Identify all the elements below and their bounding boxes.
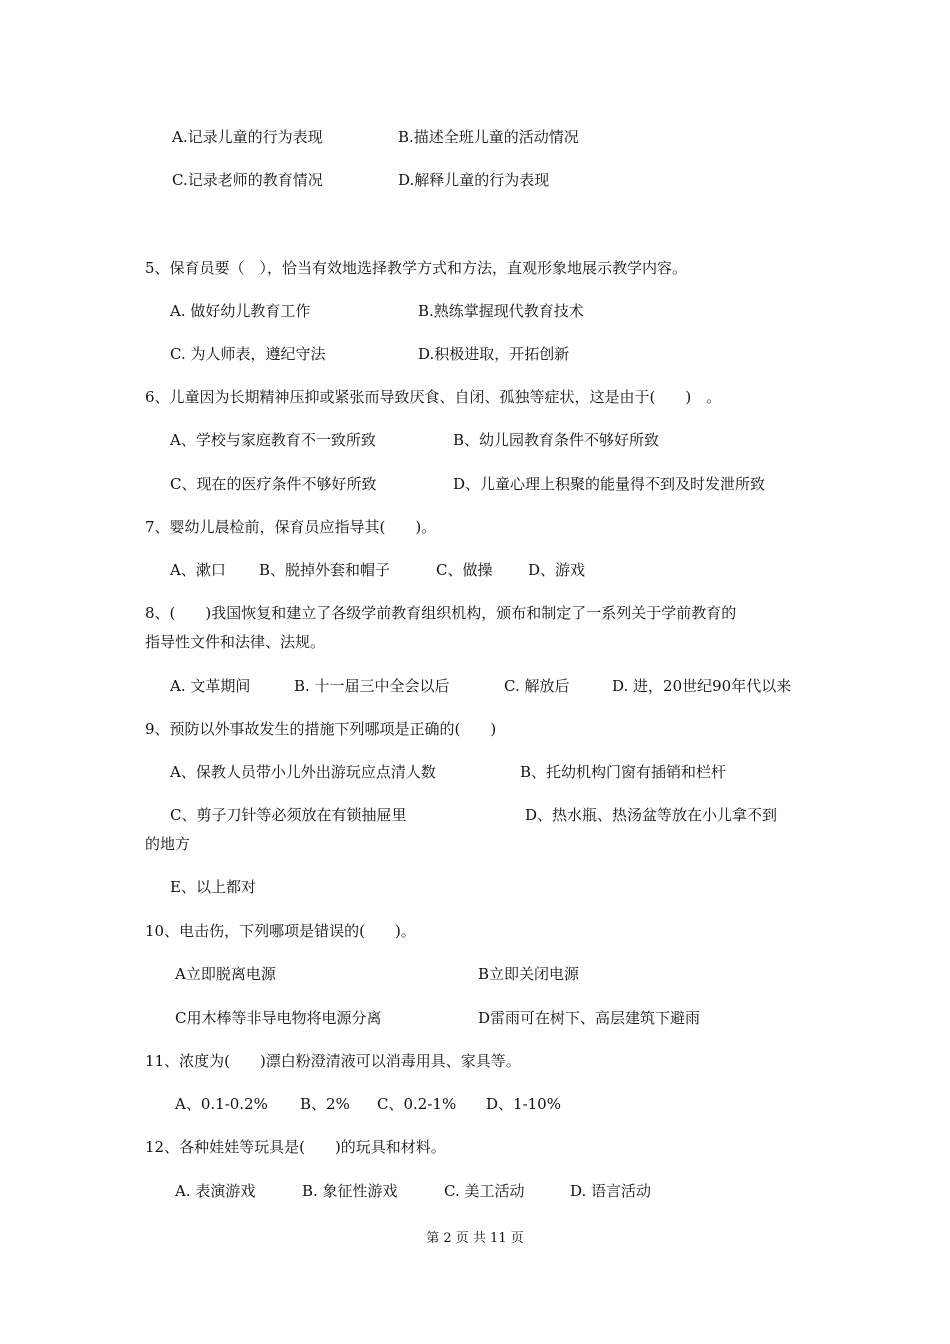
q11-stem: 11、浓度为( )漂白粉澄清液可以消毒用具、家具等。 [145, 1052, 521, 1070]
q9-option-e: E、以上都对 [170, 878, 256, 896]
q6-option-b: B、幼儿园教育条件不够好所致 [453, 431, 660, 449]
q7-stem: 7、婴幼儿晨检前，保育员应指导其( )。 [145, 518, 437, 536]
q11-option-a: A、0.1-0.2% [175, 1095, 268, 1113]
q8-stem-line2: 指导性文件和法律、法规。 [145, 633, 326, 651]
q9-option-d-line1: D、热水瓶、热汤盆等放在小儿拿不到 [525, 806, 778, 824]
q11-option-b: B、2% [300, 1095, 350, 1113]
q6-option-a: A、学校与家庭教育不一致所致 [170, 431, 376, 449]
q8-option-b: B. 十一届三中全会以后 [294, 677, 450, 695]
q10-option-a: A立即脱离电源 [175, 965, 276, 983]
q11-option-c: C、0.2-1% [377, 1095, 457, 1113]
q12-option-a: A. 表演游戏 [175, 1182, 256, 1200]
q7-option-d: D、游戏 [528, 561, 586, 579]
q4-option-d: D.解释儿童的行为表现 [398, 171, 550, 189]
q4-option-a: A.记录儿童的行为表现 [172, 128, 323, 146]
q12-option-b: B. 象征性游戏 [302, 1182, 398, 1200]
q11-option-d: D、1-10% [486, 1095, 561, 1113]
q4-option-b: B.描述全班儿童的活动情况 [398, 128, 579, 146]
q7-option-b: B、脱掉外套和帽子 [259, 561, 391, 579]
q10-stem: 10、电击伤，下列哪项是错误的( )。 [145, 922, 416, 940]
q8-option-c: C. 解放后 [504, 677, 570, 695]
q6-option-c: C、现在的医疗条件不够好所致 [170, 475, 377, 493]
q12-option-d: D. 语言活动 [570, 1182, 652, 1200]
q5-option-a: A. 做好幼儿教育工作 [170, 302, 311, 320]
q10-option-d: D雷雨可在树下、高层建筑下避雨 [478, 1009, 701, 1027]
q6-option-d: D、儿童心理上积聚的能量得不到及时发泄所致 [453, 475, 766, 493]
q9-option-d-line2: 的地方 [145, 835, 191, 853]
q9-option-b: B、托幼机构门窗有插销和栏杆 [520, 763, 727, 781]
q9-stem: 9、预防以外事故发生的措施下列哪项是正确的( ) [145, 720, 497, 738]
q10-option-c: C用木棒等非导电物将电源分离 [175, 1009, 382, 1027]
q5-option-d: D.积极进取，开拓创新 [418, 345, 570, 363]
q12-stem: 12、各种娃娃等玩具是( )的玩具和材料。 [145, 1138, 446, 1156]
q4-option-c: C.记录老师的教育情况 [172, 171, 323, 189]
q8-option-a: A. 文革期间 [170, 677, 251, 695]
q9-option-a: A、保教人员带小儿外出游玩应点清人数 [170, 763, 436, 781]
q6-stem: 6、儿童因为长期精神压抑或紧张而导致厌食、自闭、孤独等症状，这是由于( ) 。 [145, 388, 722, 406]
q8-stem-line1: 8、( )我国恢复和建立了各级学前教育组织机构，颁布和制定了一系列关于学前教育的 [145, 604, 737, 622]
q10-option-b: B立即关闭电源 [478, 965, 580, 983]
q8-option-d: D. 进，20世纪90年代以来 [612, 677, 792, 695]
q5-option-b: B.熟练掌握现代教育技术 [418, 302, 584, 320]
q12-option-c: C. 美工活动 [444, 1182, 525, 1200]
q7-option-c: C、做操 [436, 561, 493, 579]
q7-option-a: A、漱口 [170, 561, 226, 579]
page-number: 第 2 页 共 11 页 [426, 1231, 524, 1246]
q5-stem: 5、保育员要（ ），恰当有效地选择教学方式和方法，直观形象地展示教学内容。 [145, 259, 688, 277]
q9-option-c: C、剪子刀针等必须放在有锁抽屉里 [170, 806, 407, 824]
q5-option-c: C. 为人师表，遵纪守法 [170, 345, 326, 363]
